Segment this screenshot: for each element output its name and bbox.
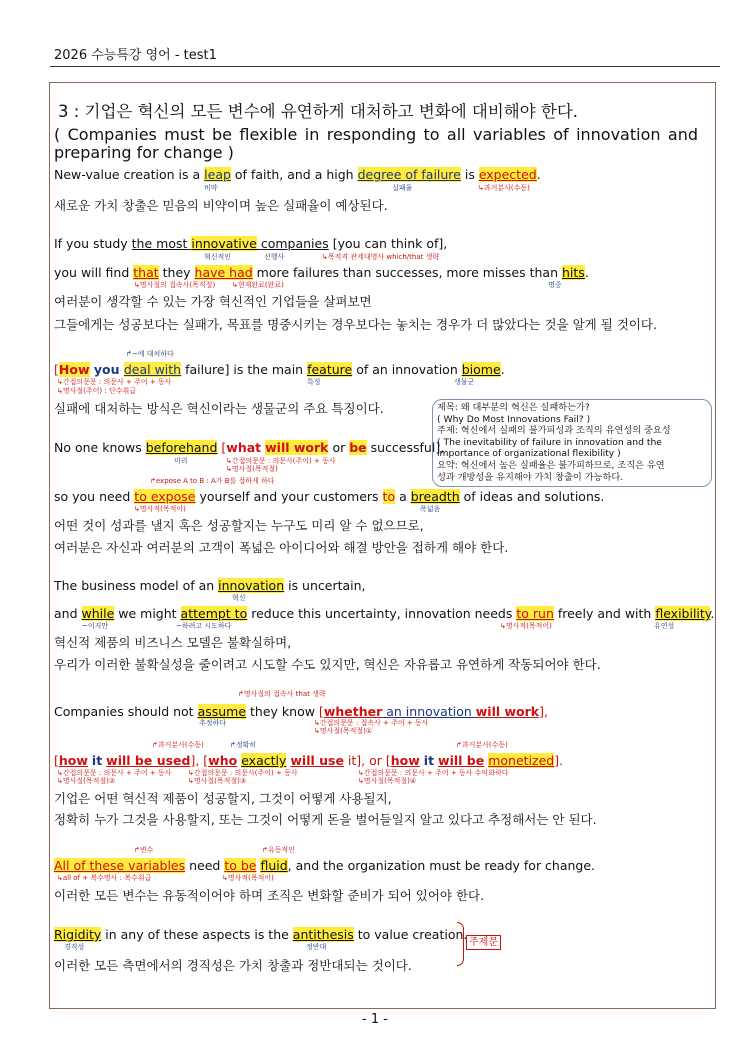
s5-note-while: ~이지만 xyxy=(82,622,109,630)
s5-korean-1: 혁신적 제품의 비즈니스 모델은 불확실하며, xyxy=(54,635,292,650)
title-english: ( Companies must be flexible in responding to all variables of innovation and preparing for change ) xyxy=(54,125,698,162)
s2-note-hits: 명중 xyxy=(548,281,562,289)
s3-note-indirect: ↳간접의문문 : 의문사 + 주어 + 동사 xyxy=(57,378,172,386)
s3-note-biome: 생물군 xyxy=(454,378,475,386)
page-number: - 1 - xyxy=(362,1012,388,1027)
s3-english: [How you deal with failure] is the main feature of an innovation biome. xyxy=(54,362,505,377)
s2-note-perfect: ↳현재완료(완료) xyxy=(232,281,284,289)
s5-note-innovation: 혁신 xyxy=(232,594,246,602)
s1-korean: 새로운 가치 창출은 믿음의 비약이며 높은 실패율이 예상된다. xyxy=(54,198,388,213)
s1-english: New-value creation is a leap of faith, and a high degree of failure is expected. xyxy=(54,167,541,182)
s6-note-indirect-2: ↳간접의문문 : 의문사 + 주어 + 동사 xyxy=(57,769,172,777)
s5-line1: The business model of an innovation is uncertain, xyxy=(54,578,366,593)
summary-topic: 주제: 혁신에서 실패의 불가피성과 조직의 유연성의 중요성 xyxy=(437,425,671,436)
s6-note-that-omitted: ↱명사절의 접속사 that 생략 xyxy=(238,690,326,698)
s7-note-variables: ↱변수 xyxy=(134,846,154,854)
s3-note-dealwith: ↱~에 대처하다 xyxy=(126,350,174,358)
s2-korean-1: 여러분이 생각할 수 있는 가장 혁신적인 기업들을 살펴보면 xyxy=(54,294,372,309)
s6-line1: Companies should not assume they know [whether an innovation will work], xyxy=(54,704,548,719)
s2-korean-2: 그들에게는 성공보다는 실패가, 목표를 명중시키는 경우보다는 놓치는 경우가 더 많았다는 것을 알게 될 것이다. xyxy=(54,317,657,332)
summary-gist-1: 요약: 혁신에서 높은 실패율은 불가피하므로, 조직은 유연 xyxy=(437,460,665,471)
s5-line2: and while we might attempt to reduce this uncertainty, innovation needs to run freely and with flexibility. xyxy=(54,606,715,621)
summary-title-en: ( Why Do Most Innovations Fail? ) xyxy=(437,414,591,425)
s5-note-flexibility: 유연성 xyxy=(654,622,675,630)
s4-note-breadth: 폭넓음 xyxy=(420,505,441,513)
s5-korean-2: 우리가 이러한 불확실성을 줄이려고 시도할 수도 있지만, 혁신은 자유롭고 유연하게 작동되어야 한다. xyxy=(54,657,601,672)
s6-korean-1: 기업은 어떤 혁신적 제품이 성공할지, 그것이 어떻게 사용될지, xyxy=(54,791,392,806)
title-korean: 3 : 기업은 혁신의 모든 변수에 유연하게 대처하고 변화에 대비해야 한다. xyxy=(58,102,579,121)
s6-note-assume: 추정하다 xyxy=(199,719,227,727)
s4-line2: so you need to expose yourself and your customers to a breadth of ideas and solutions. xyxy=(54,489,605,504)
s7-note-tobe: ↳명사적(목적어) xyxy=(222,874,274,882)
s4-note-indirect: ↳간접의문문 : 의문사(주어) + 동사 xyxy=(226,457,336,465)
s6-note-indirect-4: ↳간접의문문 : 의문사 + 주어 + 동사 수익화하다 xyxy=(358,769,509,777)
s8-note-rigidity: 경직성 xyxy=(64,943,85,951)
s7-note-allof: ↳all of + 복수명사 : 복수취급 xyxy=(57,874,152,882)
s6-korean-2: 정확히 누가 그것을 사용할지, 또는 그것이 어떻게 돈을 벌어들일지 알고 있다고 추정해서는 안 된다. xyxy=(54,812,597,827)
s7-note-fluid: ↱유동적인 xyxy=(262,846,295,854)
s3-korean: 실패에 대처하는 방식은 혁신이라는 생물군의 주요 특징이다. xyxy=(54,401,384,416)
s2-note-that: ↳명사절의 접속사(목적절) xyxy=(134,281,216,289)
s5-note-attempt: ~하려고 시도하다 xyxy=(176,622,232,630)
s4-korean-2: 여러분은 자신과 여러분의 고객이 폭넓은 아이디어와 해결 방안을 접하게 해야 한다. xyxy=(54,540,509,555)
s1-note-leap: 비약 xyxy=(204,184,218,192)
s8-note-antithesis: 정반대 xyxy=(306,943,327,951)
summary-topic-en-2: importance of organizational flexibility ) xyxy=(437,448,621,459)
s7-korean: 이러한 모든 변수는 유동적이어야 하며 조직은 변화할 준비가 되어 있어야 한다. xyxy=(54,888,485,903)
summary-title: 제목: 왜 대부분의 혁신은 실패하는가? xyxy=(437,402,590,413)
s4-note-beforehand: 미리 xyxy=(174,457,188,465)
s2-note-innovative: 혁신적인 xyxy=(204,253,232,261)
s6-note-nounclause-4: ↳명사절(목적절)④ xyxy=(358,777,417,785)
s4-note-nounclause: ↳명사절(목적절) xyxy=(226,465,278,473)
s7-english: All of these variables need to be fluid, and the organization must be ready for change. xyxy=(54,858,596,873)
s2-line1: If you study the most innovative companies [you can think of], xyxy=(54,236,448,251)
summary-box xyxy=(432,399,712,487)
theme-label: 주제문 xyxy=(466,935,501,950)
s6-note-used: ↱과거분사(수동) xyxy=(152,741,204,749)
s1-note-degree: 실패율 xyxy=(392,184,413,192)
s4-note-expose: ↱expose A to B : A가 B를 접하게 하다 xyxy=(150,477,275,485)
s6-line2: [how it will be used], [who exactly will use it], or [how it will be monetized]. xyxy=(54,753,564,768)
s6-note-exactly: ↱정확히 xyxy=(230,741,257,749)
header-rule xyxy=(50,66,720,67)
s4-korean-1: 어떤 것이 성과를 낼지 혹은 성공할지는 누구도 미리 알 수 없으므로, xyxy=(54,518,424,533)
s8-korean: 이러한 모든 측면에서의 경직성은 가치 창출과 정반대되는 것이다. xyxy=(54,958,412,973)
s6-note-monetized: ↱과거분사(수동) xyxy=(456,741,508,749)
summary-topic-en-1: ( The inevitability of failure in innovation and the xyxy=(437,437,662,448)
document-header: 2026 수능특강 영어 - test1 xyxy=(54,48,217,63)
s3-note-nounclause: ↳명사절(주어) : 단수취급 xyxy=(57,387,136,395)
theme-brace xyxy=(457,922,464,966)
s5-note-torun: ↳명사적(목적어) xyxy=(500,622,552,630)
s6-note-nounclause-1: ↳명사절(목적절)① xyxy=(314,727,373,735)
summary-gist-2: 성과 개방성을 유지해야 가치 창출이 가능하다. xyxy=(437,472,624,483)
s8-english: Rigidity in any of these aspects is the antithesis to value creation. xyxy=(54,927,468,942)
s6-note-nounclause-3: ↳명사절(목적절)③ xyxy=(188,777,247,785)
s4-line1: No one knows beforehand [what will work or be successful], xyxy=(54,440,445,455)
s3-note-feature: 특징 xyxy=(307,378,321,386)
s1-note-expected: ↳과거분사(수동) xyxy=(478,184,530,192)
s2-note-relative: ↳목적격 관계대명사 which/that 생략 xyxy=(322,253,440,261)
s6-note-nounclause-2: ↳명사절(목적절)② xyxy=(57,777,116,785)
s6-note-indirect-3: ↳간접의문문 : 의문사(주어) + 동사 xyxy=(188,769,298,777)
s6-note-indirect-1: ↳간접의문문 : 접속사 + 주어 + 동사 xyxy=(314,719,429,727)
s4-note-toexpose: ↳명사적(목적어) xyxy=(134,505,186,513)
s2-line2: you will find that they have had more failures than successes, more misses than hits. xyxy=(54,265,589,280)
s2-note-antecedent: 선행사 xyxy=(264,253,285,261)
